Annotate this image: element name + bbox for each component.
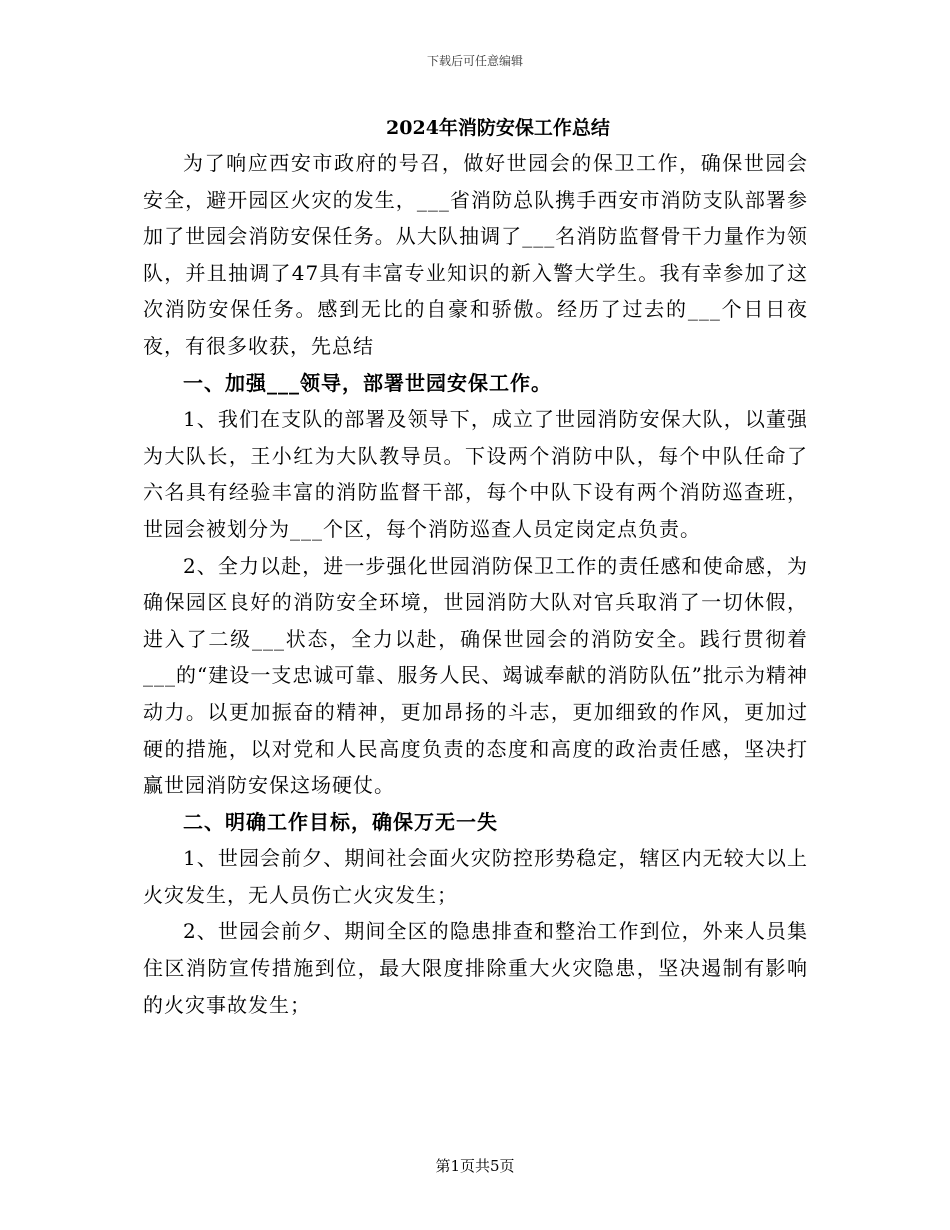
document-title: 2024年消防安保工作总结 [386, 117, 610, 139]
header-note: 下载后可任意编辑 [426, 54, 523, 68]
paragraph-1-2: 2、全力以赴，进一步强化世园消防保卫工作的责任感和使命感，为确保园区良好的消防安全环境，世园消防大队对官兵取消了一切休假，进入了二级___状态，全力以赴，确保世园会的消防安全。践行贯彻着___的“建设一支忠诚可靠、服务人民、竭诚奉献的消防队伍”批示为精神动力。以更加振奋的精神，更加昂扬的斗志，更加细致的作风，更加过硬的措施，以对党和人民高度负责的态度和高度的政治责任感，坚决打赢世园消防安保这场硬仗。 [143, 553, 808, 798]
paragraph-2-2: 2、世园会前夕、期间全区的隐患排查和整治工作到位，外来人员集住区消防宣传措施到位，最大限度排除重大火灾隐患，坚决遏制有影响的火灾事故发生； [143, 919, 808, 1017]
section-heading-1: 一、加强___领导，部署世园安保工作。 [183, 370, 552, 395]
paragraph-2-1: 1、世园会前夕、期间社会面火灾防控形势稳定，辖区内无较大以上火灾发生，无人员伤亡火灾发生； [143, 846, 808, 907]
paragraph-1-1: 1、我们在支队的部署及领导下，成立了世园消防安保大队，以董强为大队长，王小红为大队教导员。下设两个消防中队，每个中队任命了六名具有经验丰富的消防监督干部，每个中队下设有两个消防巡查班，世园会被划分为___个区，每个消防巡查人员定岗定点负责。 [143, 407, 808, 541]
page-number: 第1页共5页 [435, 1157, 515, 1175]
document-body [143, 145, 808, 1023]
intro-paragraph: 为了响应西安市政府的号召，做好世园会的保卫工作，确保世园会安全，避开园区火灾的发生，___省消防总队携手西安市消防支队部署参加了世园会消防安保任务。从大队抽调了___名消防监督骨干力量作为领队，并且抽调了47具有丰富专业知识的新入警大学生。我有幸参加了这次消防安保任务。感到无比的自豪和骄傲。经历了过去的___个日日夜夜，有很多收获，先总结 [143, 151, 808, 358]
section-heading-2: 二、明确工作目标，确保万无一失 [183, 809, 498, 834]
